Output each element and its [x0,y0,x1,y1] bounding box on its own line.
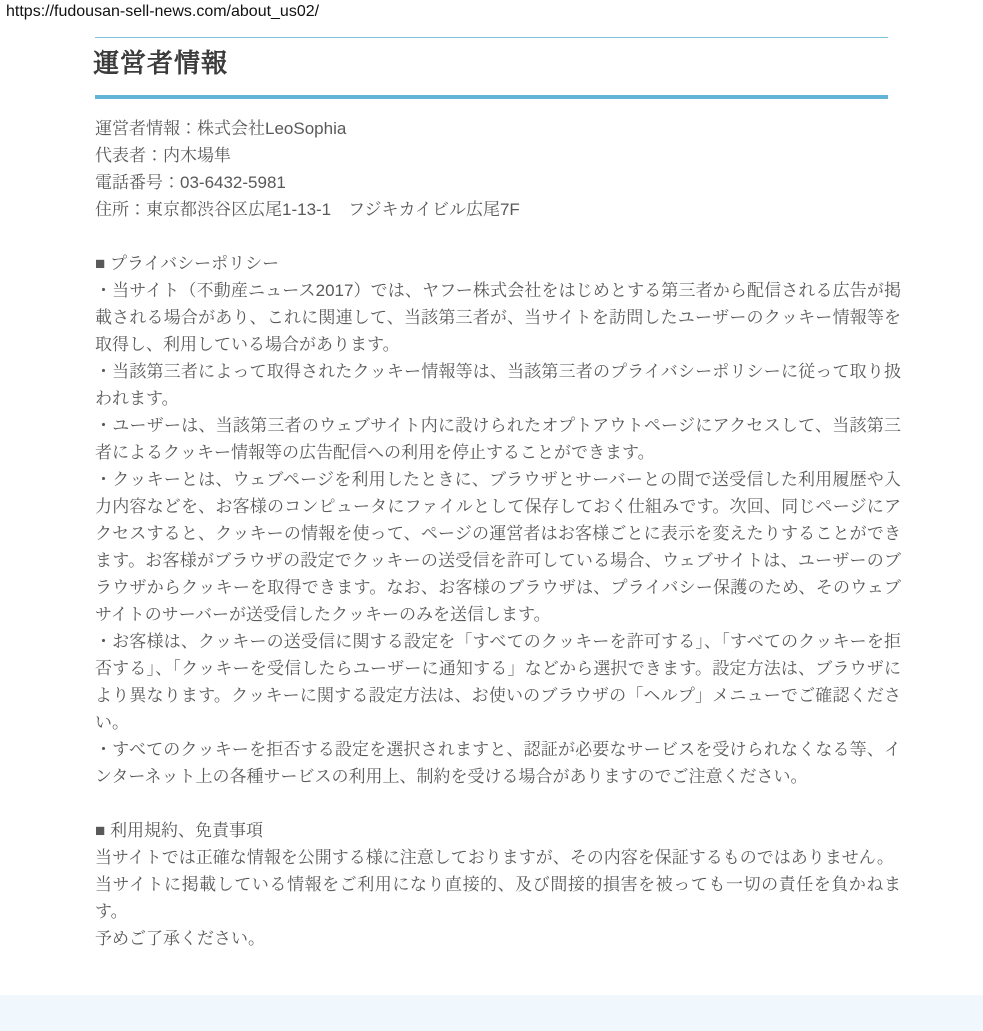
privacy-policy-item: ・当該第三者によって取得されたクッキー情報等は、当該第三者のプライバシーポリシーに従って取り扱われます。 [95,362,901,409]
privacy-policy-item: ・ユーザーは、当該第三者のウェブサイト内に設けられたオプトアウトページにアクセスして、当該第三者によるクッキー情報等の広告配信への利用を停止することができます。 [95,416,901,463]
privacy-policy-section [95,250,901,790]
page-url-label: https://fudousan-sell-news.com/about_us02/ [6,3,320,20]
blank-line [95,790,901,817]
operator-info-line: 運営者情報：株式会社LeoSophia [95,119,347,139]
section-heading-privacy-policy: ■ プライバシーポリシー [95,254,280,274]
operator-info-block [95,115,901,223]
page-body-text [95,115,901,952]
main-content [95,37,901,952]
operator-info-line: 代表者：内木場隼 [95,146,231,166]
privacy-policy-item: ・当サイト（不動産ニュース2017）では、ヤフー株式会社をはじめとする第三者から配信される広告が掲載される場合があり、これに関連して、当該第三者が、当サイトを訪問したユーザーのクッキー情報等を取得し、利用している場合があります。 [95,281,901,355]
terms-line: 当サイトに掲載している情報をご利用になり直接的、及び間接的損害を被っても一切の責任を負かねます。 [95,875,901,922]
privacy-policy-item: ・クッキーとは、ウェブページを利用したときに、ブラウザとサーバーとの間で送受信した利用履歴や入力内容などを、お客様のコンピュータにファイルとして保存しておく仕組みです。次回、同じページにアクセスすると、クッキーの情報を使って、ページの運営者はお客様ごとに表示を変えたりすることができます。お客様がブラウザの設定でクッキーの送受信を許可している場合、ウェブサイトは、ユーザーのブラウザからクッキーを取得できます。なお、お客様のブラウザは、プライバシー保護のため、そのウェブサイトのサーバーが送受信したクッキーのみを送信します。 [95,470,901,625]
footer-background-strip [0,995,983,1031]
privacy-policy-item: ・お客様は、クッキーの送受信に関する設定を「すべてのクッキーを許可する」、「すべてのクッキーを拒否する」、「クッキーを受信したらユーザーに通知する」などから選択できます。設定方法は、ブラウザにより異なります。クッキーに関する設定方法は、お使いのブラウザの「ヘルプ」メニューでご確認ください。 [95,632,901,733]
terms-lines [95,844,901,952]
heading-rule-bottom [95,95,888,99]
terms-line: 当サイトでは正確な情報を公開する様に注意しておりますが、その内容を保証するものではありません。 [95,848,894,868]
blank-line [95,223,901,250]
terms-section [95,817,901,952]
terms-line: 予めご了承ください。 [95,929,265,949]
heading-rule-top [95,37,888,38]
page-title: 運営者情報 [93,48,229,78]
section-heading-terms: ■ 利用規約、免責事項 [95,821,263,841]
operator-info-line: 電話番号：03-6432-5981 [95,173,286,193]
privacy-policy-items [95,277,901,790]
operator-info-line: 住所：東京都渋谷区広尾1-13-1 フジキカイビル広尾7F [95,200,520,220]
privacy-policy-item: ・すべてのクッキーを拒否する設定を選択されますと、認証が必要なサービスを受けられなくなる等、インターネット上の各種サービスの利用上、制約を受ける場合がありますのでご注意ください。 [95,740,901,787]
